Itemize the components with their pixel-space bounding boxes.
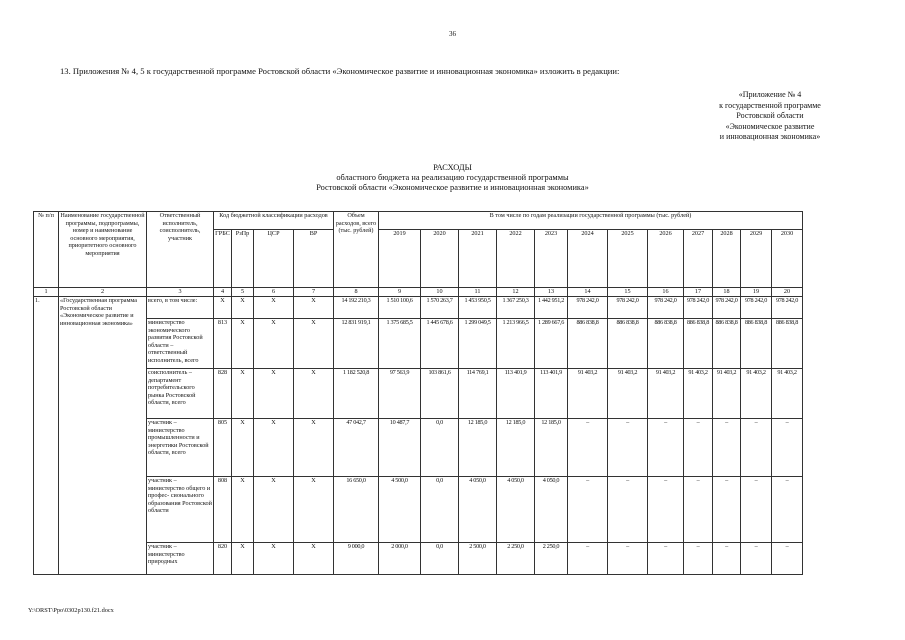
header-rzpr: РзПр	[232, 230, 254, 288]
csr-cell: Х	[254, 369, 294, 419]
title-line: Ростовской области «Экономическое развитие и инновационная экономика»	[316, 183, 589, 192]
header-years: В том числе по годам реализации государственной программы (тыс. рублей)	[379, 212, 803, 230]
year-value-cell: –	[741, 419, 772, 477]
expenses-table-wrapper	[33, 211, 803, 575]
column-number: 5	[232, 288, 254, 297]
year-value-cell: 978 242,0	[713, 297, 741, 319]
table-row	[34, 297, 803, 319]
header-budget-code: Код бюджетной классификации расходов	[214, 212, 334, 230]
csr-cell: Х	[254, 319, 294, 369]
year-value-cell: 0,0	[421, 477, 459, 543]
csr-cell: Х	[254, 543, 294, 575]
year-value-cell: 0,0	[421, 543, 459, 575]
year-value-cell: 114 769,1	[459, 369, 497, 419]
year-value-cell: –	[713, 477, 741, 543]
title-line: РАСХОДЫ	[433, 163, 472, 172]
volume-cell: 47 042,7	[334, 419, 379, 477]
year-value-cell: 10 487,7	[379, 419, 421, 477]
year-value-cell: –	[741, 477, 772, 543]
column-number: 15	[608, 288, 648, 297]
expenses-table	[33, 211, 803, 575]
responsible-cell: министерство экономического развития Ростовской области – ответственный исполнитель, всего	[147, 319, 214, 369]
column-number: 6	[254, 288, 294, 297]
csr-cell: Х	[254, 419, 294, 477]
year-value-cell: –	[684, 477, 713, 543]
header-year: 2029	[741, 230, 772, 288]
table-row	[34, 319, 803, 369]
rzpr-cell: Х	[232, 319, 254, 369]
year-value-cell: 978 242,0	[684, 297, 713, 319]
year-value-cell: –	[713, 543, 741, 575]
column-number: 20	[772, 288, 803, 297]
rzpr-cell: Х	[232, 419, 254, 477]
year-value-cell: 12 185,0	[497, 419, 535, 477]
year-value-cell: 978 242,0	[608, 297, 648, 319]
year-value-cell: 1 375 685,5	[379, 319, 421, 369]
header-grbs: ГРБС	[214, 230, 232, 288]
grbs-cell: 805	[214, 419, 232, 477]
column-number: 18	[713, 288, 741, 297]
grbs-cell: 808	[214, 477, 232, 543]
page-number: 36	[449, 30, 456, 38]
year-value-cell: –	[648, 543, 684, 575]
grbs-cell: Х	[214, 297, 232, 319]
appendix-heading	[620, 90, 905, 143]
year-value-cell: 113 401,9	[535, 369, 568, 419]
year-value-cell: 886 838,8	[648, 319, 684, 369]
header-year: 2022	[497, 230, 535, 288]
csr-cell: Х	[254, 297, 294, 319]
vr-cell: Х	[294, 297, 334, 319]
column-number: 3	[147, 288, 214, 297]
volume-cell: 12 831 919,1	[334, 319, 379, 369]
year-value-cell: 1 213 966,5	[497, 319, 535, 369]
year-value-cell: 886 838,8	[772, 319, 803, 369]
year-value-cell: –	[648, 477, 684, 543]
year-value-cell: –	[772, 477, 803, 543]
year-value-cell: 2 500,0	[459, 543, 497, 575]
rzpr-cell: Х	[232, 297, 254, 319]
year-value-cell: 91 403,2	[684, 369, 713, 419]
program-name: «Государственная программа Ростовской области «Экономическое развитие и инновационная экономика»	[59, 297, 147, 575]
column-number: 16	[648, 288, 684, 297]
appendix-line: «Приложение № 4	[738, 90, 802, 99]
year-value-cell: –	[608, 477, 648, 543]
responsible-cell: участник – министерство природных	[147, 543, 214, 575]
year-value-cell: –	[648, 419, 684, 477]
year-value-cell: 886 838,8	[568, 319, 608, 369]
document-title	[0, 163, 905, 193]
year-value-cell: 91 403,2	[741, 369, 772, 419]
header-year: 2024	[568, 230, 608, 288]
year-value-cell: 4 500,0	[379, 477, 421, 543]
column-number: 2	[59, 288, 147, 297]
column-number: 13	[535, 288, 568, 297]
header-year: 2026	[648, 230, 684, 288]
year-value-cell: 4 050,0	[459, 477, 497, 543]
appendix-line: к государственной программе	[719, 100, 821, 110]
vr-cell: Х	[294, 543, 334, 575]
table-row	[34, 543, 803, 575]
responsible-cell: участник – министерство общего и профес- сионального образования Ростовской области	[147, 477, 214, 543]
column-number: 1	[34, 288, 59, 297]
table-row	[34, 369, 803, 419]
year-value-cell: 1 289 667,6	[535, 319, 568, 369]
year-value-cell: 1 367 250,3	[497, 297, 535, 319]
year-value-cell: 4 050,0	[497, 477, 535, 543]
row-number: 1.	[34, 297, 59, 575]
rzpr-cell: Х	[232, 543, 254, 575]
year-value-cell: 886 838,8	[713, 319, 741, 369]
appendix-line: «Экономическое развитие	[725, 121, 815, 131]
year-value-cell: 12 185,0	[535, 419, 568, 477]
grbs-cell: 828	[214, 369, 232, 419]
volume-cell: 1 182 520,8	[334, 369, 379, 419]
header-vr: ВР	[294, 230, 334, 288]
year-value-cell: 91 403,2	[772, 369, 803, 419]
vr-cell: Х	[294, 319, 334, 369]
column-number: 14	[568, 288, 608, 297]
responsible-cell: участник – министерство промышленности и энергетики Ростовской области, всего	[147, 419, 214, 477]
column-number: 17	[684, 288, 713, 297]
rzpr-cell: Х	[232, 369, 254, 419]
column-number: 4	[214, 288, 232, 297]
column-number: 9	[379, 288, 421, 297]
header-year: 2021	[459, 230, 497, 288]
year-value-cell: –	[772, 419, 803, 477]
year-value-cell: 978 242,0	[772, 297, 803, 319]
header-csr: ЦСР	[254, 230, 294, 288]
appendix-line: Ростовской области	[736, 111, 804, 120]
csr-cell: Х	[254, 477, 294, 543]
year-value-cell: 0,0	[421, 419, 459, 477]
year-value-cell: 91 403,2	[608, 369, 648, 419]
volume-cell: 14 192 210,3	[334, 297, 379, 319]
year-value-cell: –	[772, 543, 803, 575]
year-value-cell: –	[741, 543, 772, 575]
year-value-cell: 886 838,8	[741, 319, 772, 369]
title-line: областного бюджета на реализацию государственной программы	[336, 173, 569, 182]
year-value-cell: 1 445 678,6	[421, 319, 459, 369]
column-number: 8	[334, 288, 379, 297]
year-value-cell: 2 000,0	[379, 543, 421, 575]
year-value-cell: 886 838,8	[684, 319, 713, 369]
column-number: 10	[421, 288, 459, 297]
table-row	[34, 477, 803, 543]
year-value-cell: 1 442 951,2	[535, 297, 568, 319]
year-value-cell: 97 563,9	[379, 369, 421, 419]
header-year: 2020	[421, 230, 459, 288]
header-year: 2023	[535, 230, 568, 288]
header-year: 2028	[713, 230, 741, 288]
rzpr-cell: Х	[232, 477, 254, 543]
year-value-cell: 1 453 950,5	[459, 297, 497, 319]
year-value-cell: 103 861,6	[421, 369, 459, 419]
header-name: Наименование государственной программы, подпрограммы, номер и наименование основного мероприятия, приоритетного основного мероприятия	[59, 212, 147, 288]
year-value-cell: –	[568, 543, 608, 575]
grbs-cell: 813	[214, 319, 232, 369]
footer-file-path: Y:\ORST\Ppo\0302p130.f21.docx	[28, 607, 114, 614]
header-volume: Объем расходов, всего (тыс. рублей)	[334, 212, 379, 288]
header-year: 2030	[772, 230, 803, 288]
year-value-cell: 2 250,0	[497, 543, 535, 575]
table-row	[34, 419, 803, 477]
year-value-cell: –	[684, 543, 713, 575]
year-value-cell: 1 299 049,5	[459, 319, 497, 369]
vr-cell: Х	[294, 369, 334, 419]
year-value-cell: 113 401,9	[497, 369, 535, 419]
year-value-cell: –	[684, 419, 713, 477]
column-number: 12	[497, 288, 535, 297]
year-value-cell: 978 242,0	[741, 297, 772, 319]
year-value-cell: –	[608, 419, 648, 477]
year-value-cell: –	[568, 419, 608, 477]
header-year: 2025	[608, 230, 648, 288]
year-value-cell: 886 838,8	[608, 319, 648, 369]
volume-cell: 16 650,0	[334, 477, 379, 543]
column-number: 7	[294, 288, 334, 297]
column-number: 11	[459, 288, 497, 297]
year-value-cell: 1 510 100,6	[379, 297, 421, 319]
header-year: 2019	[379, 230, 421, 288]
year-value-cell: 91 403,2	[713, 369, 741, 419]
appendix-line: и инновационная экономика»	[719, 132, 821, 141]
year-value-cell: 2 250,0	[535, 543, 568, 575]
year-value-cell: 978 242,0	[568, 297, 608, 319]
responsible-cell: всего, в том числе:	[147, 297, 214, 319]
year-value-cell: 12 185,0	[459, 419, 497, 477]
header-year: 2027	[684, 230, 713, 288]
header-num: № п/п	[34, 212, 59, 288]
volume-cell: 9 000,0	[334, 543, 379, 575]
intro-paragraph: 13. Приложения № 4, 5 к государственной программе Ростовской области «Экономическое развитие и инновационная экономика» изложить в редакции:	[60, 66, 620, 76]
year-value-cell: –	[713, 419, 741, 477]
year-value-cell: 4 050,0	[535, 477, 568, 543]
header-responsible: Ответственный исполнитель, соисполнитель, участник	[147, 212, 214, 288]
year-value-cell: –	[608, 543, 648, 575]
year-value-cell: 978 242,0	[648, 297, 684, 319]
year-value-cell: –	[568, 477, 608, 543]
vr-cell: Х	[294, 477, 334, 543]
responsible-cell: соисполнитель – департамент потребительского рынка Ростовской области, всего	[147, 369, 214, 419]
year-value-cell: 91 403,2	[648, 369, 684, 419]
vr-cell: Х	[294, 419, 334, 477]
grbs-cell: 820	[214, 543, 232, 575]
column-number: 19	[741, 288, 772, 297]
year-value-cell: 91 403,2	[568, 369, 608, 419]
year-value-cell: 1 570 263,7	[421, 297, 459, 319]
